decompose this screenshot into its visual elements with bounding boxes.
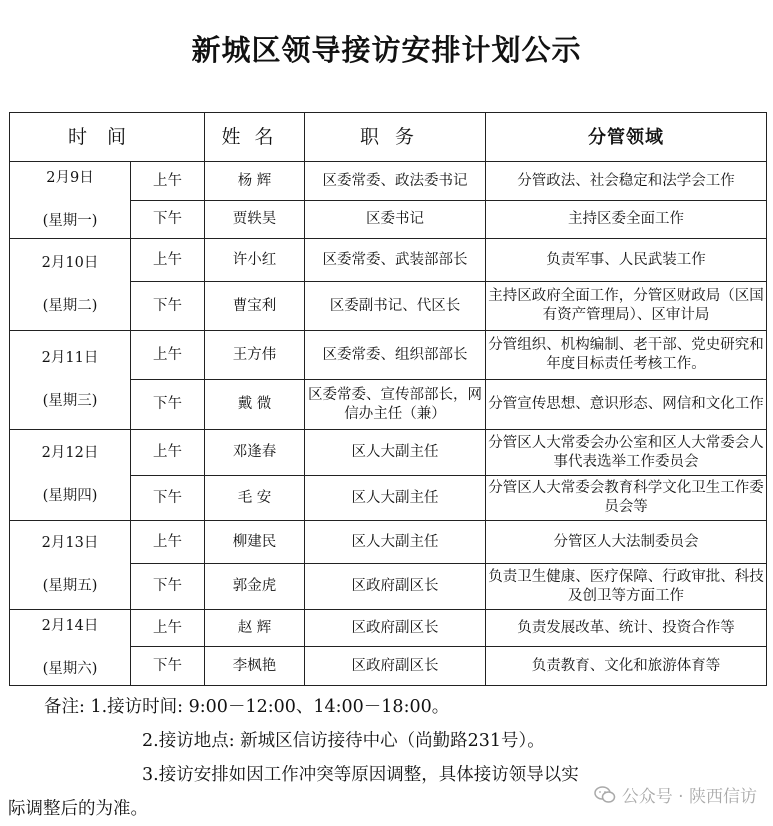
period-cell: 上午 — [131, 239, 205, 282]
date-cell — [10, 610, 131, 686]
area-cell: 主持区委全面工作 — [486, 201, 767, 239]
position-cell: 区委常委、组织部部长 — [305, 331, 486, 380]
period-cell: 下午 — [131, 282, 205, 331]
note-3: 3.接访安排如因工作冲突等原因调整，具体接访领导以实 — [142, 765, 579, 785]
date: 2月10日 — [41, 254, 99, 271]
weekday: (星期五) — [42, 578, 98, 594]
date: 2月14日 — [41, 617, 99, 634]
area-cell: 分管区人大常委会办公室和区人大常委会人事代表选举工作委员会 — [486, 430, 767, 476]
header-time: 时间 — [10, 113, 205, 162]
position-cell: 区委副书记、代区长 — [305, 282, 486, 331]
position-cell: 区政府副区长 — [305, 647, 486, 686]
schedule-table — [9, 112, 767, 686]
position-cell: 区人大副主任 — [305, 430, 486, 476]
table-row — [10, 331, 767, 380]
wechat-icon — [594, 786, 616, 804]
area-cell: 负责军事、人民武装工作 — [486, 239, 767, 282]
name-cell: 邓逢春 — [205, 430, 305, 476]
position-cell: 区委常委、政法委书记 — [305, 162, 486, 201]
date-cell — [10, 521, 131, 610]
date-cell — [10, 331, 131, 430]
area-cell: 分管政法、社会稳定和法学会工作 — [486, 162, 767, 201]
date: 2月13日 — [41, 535, 99, 551]
name-cell: 赵 辉 — [205, 610, 305, 647]
page-title: 新城区领导接访安排计划公示 — [191, 33, 582, 67]
period-cell: 上午 — [131, 610, 205, 647]
name-cell: 李枫艳 — [205, 647, 305, 686]
area-cell: 负责发展改革、统计、投资合作等 — [486, 610, 767, 647]
date: 2月9日 — [46, 170, 94, 186]
area-cell: 负责卫生健康、医疗保障、行政审批、科技及创卫等方面工作 — [486, 564, 767, 610]
period-cell: 上午 — [131, 331, 205, 380]
notes-label: 备注: — [44, 697, 85, 717]
note-2: 2.接访地点: 新城区信访接待中心（尚勤路231号）。 — [142, 731, 545, 751]
table-row — [10, 239, 767, 282]
name-cell: 郭金虎 — [205, 564, 305, 610]
position-cell: 区人大副主任 — [305, 476, 486, 521]
position-cell: 区委常委、武装部部长 — [305, 239, 486, 282]
period-cell: 上午 — [131, 162, 205, 201]
name-cell: 柳建民 — [205, 521, 305, 564]
name-cell: 贾轶昊 — [205, 201, 305, 239]
name-cell: 毛 安 — [205, 476, 305, 521]
date-cell — [10, 162, 131, 239]
weekday: (星期一) — [42, 213, 98, 229]
name-cell: 王方伟 — [205, 331, 305, 380]
period-cell: 上午 — [131, 521, 205, 564]
position-cell: 区委常委、宣传部部长，网信办主任（兼） — [305, 380, 486, 430]
date-cell — [10, 239, 131, 331]
table-header-row — [10, 113, 767, 162]
date: 2月11日 — [41, 350, 99, 366]
header-position: 职务 — [305, 113, 486, 162]
header-name: 姓名 — [205, 113, 305, 162]
table-row — [10, 430, 767, 476]
position-cell: 区人大副主任 — [305, 521, 486, 564]
header-area: 分管领域 — [486, 113, 767, 162]
name-cell: 曹宝利 — [205, 282, 305, 331]
period-cell: 下午 — [131, 380, 205, 430]
name-cell: 许小红 — [205, 239, 305, 282]
table-row — [10, 521, 767, 564]
note-3-continued: 际调整后的为准。 — [8, 799, 148, 819]
area-cell: 分管组织、机构编制、老干部、党史研究和年度目标责任考核工作。 — [486, 331, 767, 380]
period-cell: 下午 — [131, 564, 205, 610]
name-cell: 杨 辉 — [205, 162, 305, 201]
date: 2月12日 — [41, 445, 99, 461]
area-cell: 负责教育、文化和旅游体育等 — [486, 647, 767, 686]
date-cell — [10, 430, 131, 521]
position-cell: 区政府副区长 — [305, 610, 486, 647]
weekday: (星期二) — [42, 297, 98, 314]
area-cell: 分管区人大常委会教育科学文化卫生工作委员会等 — [486, 476, 767, 521]
period-cell: 下午 — [131, 476, 205, 521]
position-cell: 区政府副区长 — [305, 564, 486, 610]
weekday: (星期六) — [42, 660, 98, 677]
weekday: (星期三) — [42, 393, 98, 409]
table-row — [10, 610, 767, 647]
position-cell: 区委书记 — [305, 201, 486, 239]
area-cell: 主持区政府全面工作，分管区财政局（区国有资产管理局）、区审计局 — [486, 282, 767, 331]
watermark-text: 公众号 · 陕西信访 — [621, 787, 757, 807]
note-1 — [44, 690, 764, 724]
area-cell: 分管宣传思想、意识形态、网信和文化工作 — [486, 380, 767, 430]
name-cell: 戴 微 — [205, 380, 305, 430]
area-cell: 分管区人大法制委员会 — [486, 521, 767, 564]
note-1-text: 1.接访时间: 9:00－12:00、14:00－18:00。 — [90, 697, 450, 717]
period-cell: 上午 — [131, 430, 205, 476]
weekday: (星期四) — [42, 488, 98, 504]
period-cell: 下午 — [131, 647, 205, 686]
watermark — [594, 782, 757, 807]
table-row — [10, 162, 767, 201]
period-cell: 下午 — [131, 201, 205, 239]
